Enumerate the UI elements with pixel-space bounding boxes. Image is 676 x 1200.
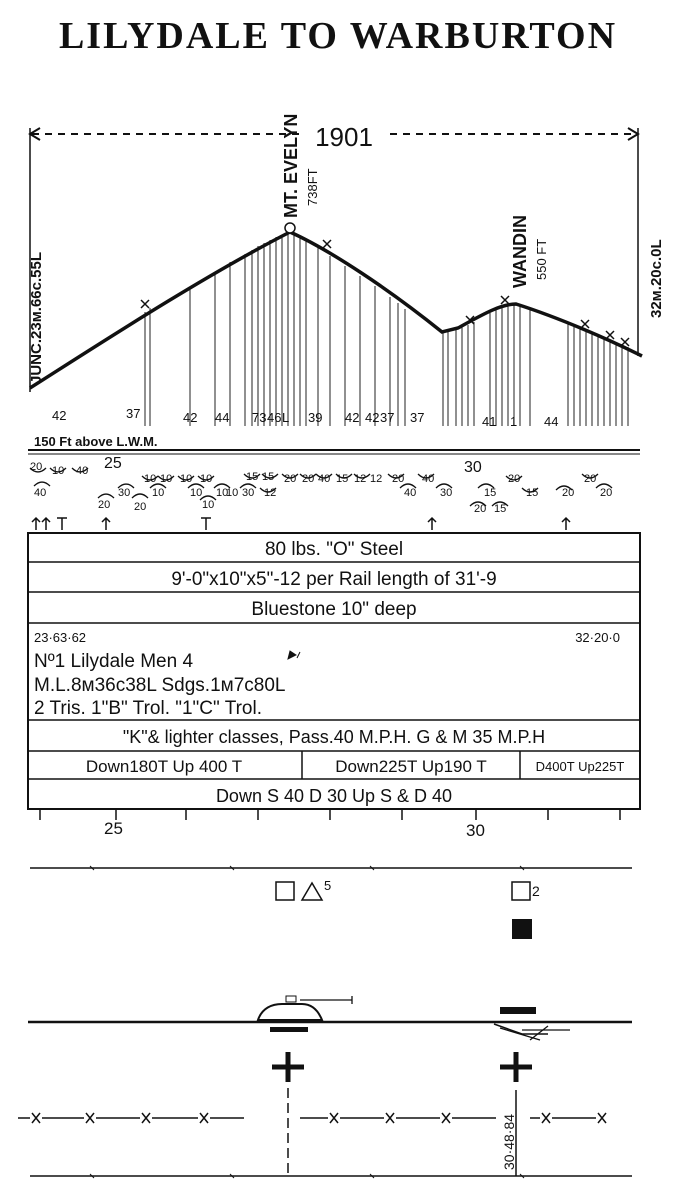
svg-text:30: 30 (440, 487, 453, 499)
svg-text:12: 12 (264, 487, 277, 499)
mileage-end: 32·20·0 (575, 630, 620, 645)
svg-text:15: 15 (484, 487, 497, 499)
svg-text:41: 41 (482, 414, 497, 429)
box-count: 2 (532, 883, 540, 899)
classes-band: "K"& lighter classes, Pass.40 M.P.H. G & M 35 M.P.H (122, 727, 546, 747)
fence-line (18, 1113, 606, 1123)
svg-text:20: 20 (508, 473, 521, 485)
svg-text:15: 15 (526, 487, 539, 499)
station-mileage: 30·48·84 (501, 1113, 517, 1170)
svg-text:10: 10 (144, 473, 157, 485)
station-height-mt-evelyn: 738FT (305, 168, 320, 206)
svg-text:10: 10 (190, 487, 203, 499)
svg-text:44: 44 (215, 410, 230, 425)
milepost-top-25: 25 (104, 455, 122, 472)
staff-line-1: Nº1 Lilydale Men 4 (34, 651, 194, 672)
station-cross-left (272, 1052, 304, 1082)
station-height-wandin: 550 FT (534, 238, 549, 280)
load-band-2: Down225T Up190 T (335, 757, 487, 776)
svg-text:15: 15 (494, 503, 507, 515)
svg-text:42: 42 (365, 410, 380, 425)
svg-text:20: 20 (284, 473, 297, 485)
summit-marker (285, 223, 295, 233)
svg-text:40: 40 (34, 487, 47, 499)
svg-text:10: 10 (52, 465, 65, 477)
section-year: 1901 (315, 122, 373, 152)
svg-text:10: 10 (202, 499, 215, 511)
svg-text:15: 15 (246, 471, 259, 483)
band-texts (34, 539, 624, 806)
svg-text:30: 30 (242, 487, 255, 499)
svg-text:10: 10 (216, 487, 229, 499)
mileage-start: 23·63·62 (34, 630, 87, 645)
svg-text:20: 20 (584, 473, 597, 485)
station-cross-right (500, 1052, 532, 1082)
milepost-top-30: 30 (464, 459, 482, 476)
svg-text:37: 37 (410, 410, 425, 425)
svg-text:44: 44 (544, 414, 559, 429)
svg-text:40: 40 (76, 465, 89, 477)
svg-text:20: 20 (30, 461, 43, 473)
svg-text:12: 12 (370, 473, 383, 485)
signal-box-icon-right (512, 882, 530, 900)
station-name-mt-evelyn: MT. EVELYN (281, 113, 301, 218)
svg-text:10: 10 (226, 487, 239, 499)
svg-text:1: 1 (510, 414, 518, 429)
svg-text:10: 10 (160, 473, 173, 485)
svg-text:73: 73 (252, 410, 267, 425)
svg-text:37: 37 (126, 406, 141, 421)
profile-hatching (145, 234, 628, 426)
triangle-icon (302, 883, 322, 900)
svg-text:20: 20 (134, 501, 147, 513)
bottom-axis-ticks (40, 809, 620, 820)
junction-label: JUNC.23м.66c.55L (28, 252, 45, 384)
datum-label: 150 Ft above L.W.M. (34, 434, 158, 449)
svg-text:42: 42 (52, 408, 67, 423)
milepost-bottom-25: 25 (104, 819, 123, 838)
svg-text:42: 42 (183, 410, 198, 425)
svg-text:10: 10 (200, 473, 213, 485)
speed-band: Down S 40 D 30 Up S & D 40 (215, 786, 453, 806)
curves-band (30, 455, 612, 530)
triangle-count: 5 (324, 878, 332, 893)
platform-right (494, 1007, 570, 1040)
page-title: LILYDALE TO WARBURTON (58, 15, 618, 57)
sleepers-band: 9'-0"x10"x5"-12 per Rail length of 31'-9 (171, 569, 497, 590)
profile-section (28, 114, 665, 454)
load-band-3: D400T Up225T (535, 759, 625, 774)
svg-text:39: 39 (308, 410, 323, 425)
load-band-1: Down180T Up 400 T (85, 757, 243, 776)
gradient-values (52, 406, 558, 429)
diamond-icon (288, 651, 300, 659)
grade-change-markers (141, 240, 629, 346)
milepost-bottom-30: 30 (466, 821, 485, 840)
svg-text:40: 40 (422, 473, 435, 485)
signpost-marks (32, 518, 570, 530)
platform-left (258, 996, 352, 1032)
svg-text:20: 20 (98, 499, 111, 511)
svg-text:40: 40 (318, 473, 331, 485)
svg-text:20: 20 (562, 487, 575, 499)
svg-text:46: 46 (267, 410, 282, 425)
rail-band: 80 lbs. "O" Steel (264, 539, 404, 560)
svg-text:20: 20 (600, 487, 613, 499)
svg-text:40: 40 (404, 487, 417, 499)
svg-text:20: 20 (474, 503, 487, 515)
svg-text:20: 20 (302, 473, 315, 485)
svg-text:10: 10 (180, 473, 193, 485)
svg-text:30: 30 (118, 487, 131, 499)
svg-text:15: 15 (262, 471, 275, 483)
svg-text:10: 10 (152, 487, 165, 499)
svg-text:42: 42 (345, 410, 360, 425)
staff-line-2: M.L.8м36c38L Sdgs.1м7c80L (34, 675, 286, 696)
svg-text:20: 20 (392, 473, 405, 485)
svg-text:12: 12 (354, 473, 367, 485)
svg-text:L: L (282, 410, 290, 425)
gradient-profile-line (30, 232, 642, 388)
staff-line-3: 2 Tris. 1"B" Trol. "1"C" Trol. (34, 698, 262, 719)
end-mileage-label: 32м.20c.0L (648, 239, 665, 318)
station-name-wandin: WANDIN (510, 215, 530, 288)
ballast-band: Bluestone 10" deep (251, 599, 417, 620)
half-filled-square-icon (513, 920, 531, 938)
signal-box-icon (276, 882, 294, 900)
svg-text:37: 37 (380, 410, 395, 425)
svg-text:15: 15 (336, 473, 349, 485)
